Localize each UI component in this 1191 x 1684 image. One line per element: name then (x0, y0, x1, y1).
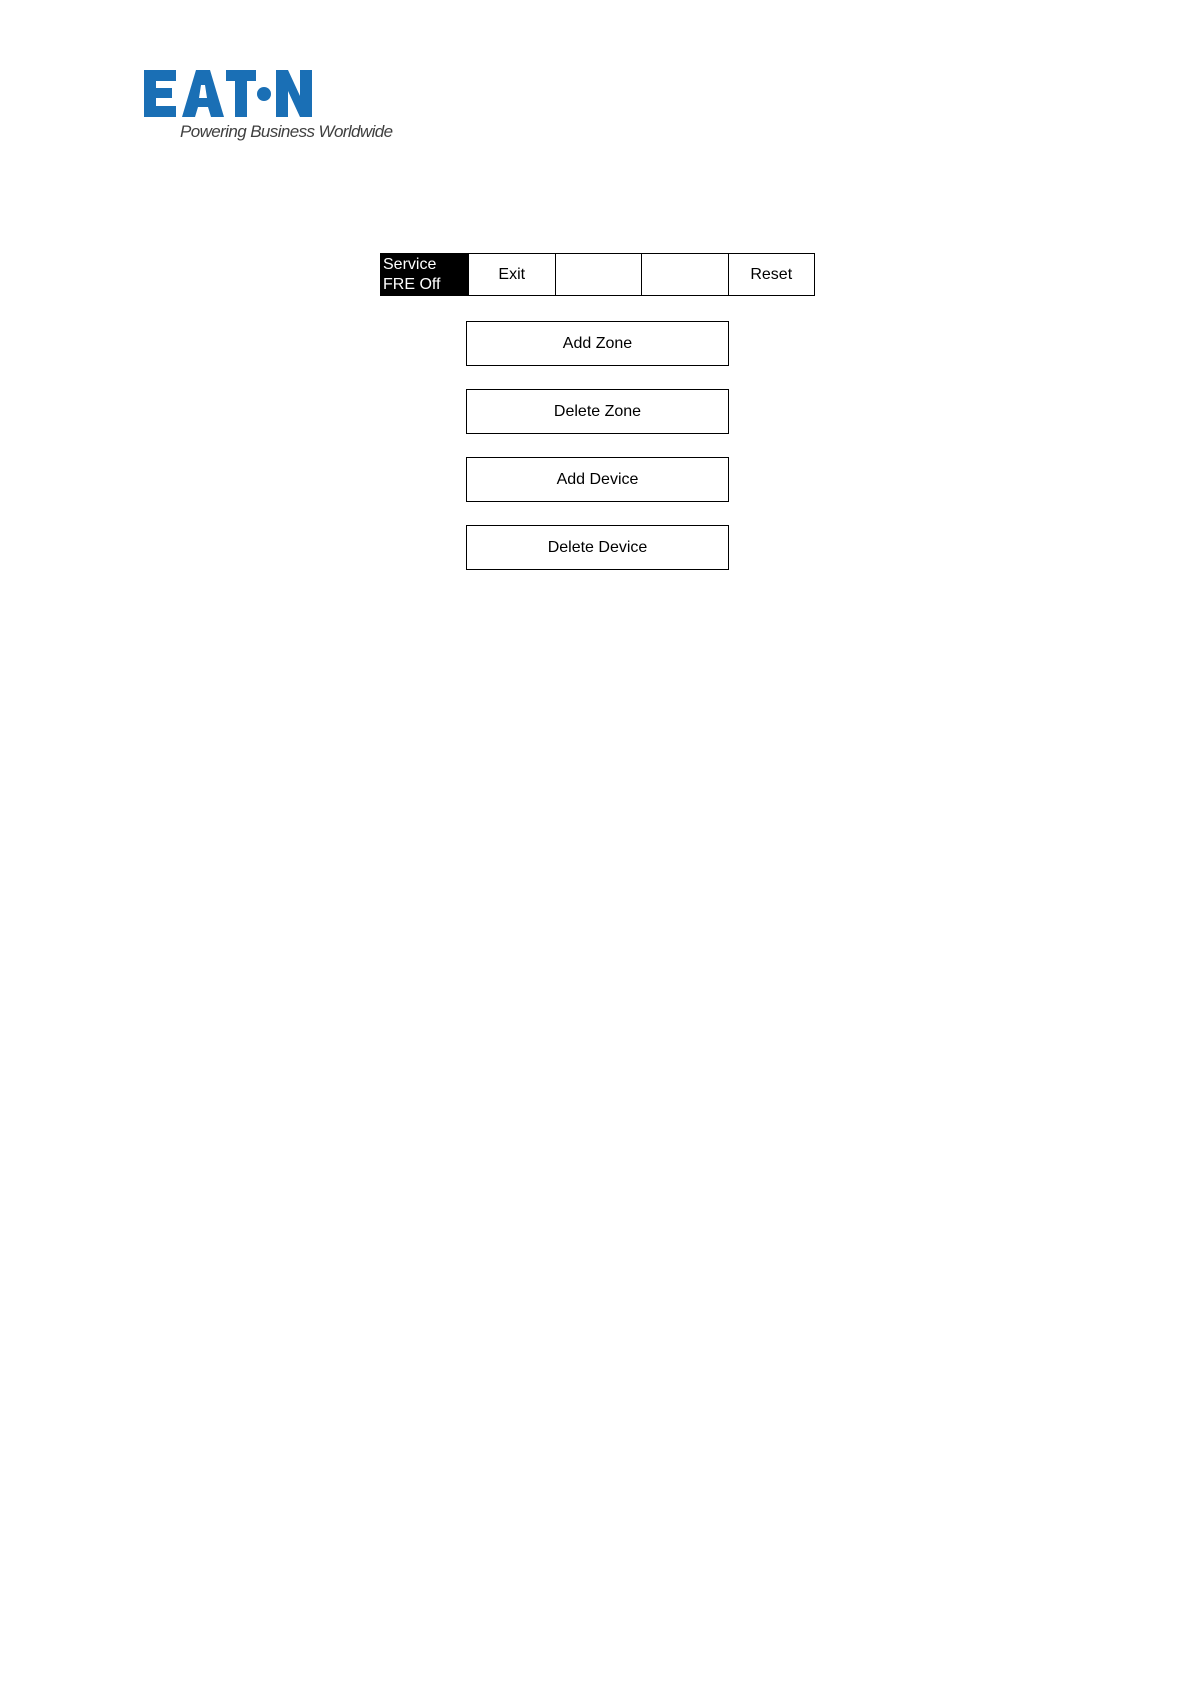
delete-zone-button[interactable]: Delete Zone (466, 389, 729, 434)
status-line-service: Service (383, 256, 437, 273)
softkey-bar (380, 253, 815, 296)
add-zone-button[interactable]: Add Zone (466, 321, 729, 366)
status-line-fre: FRE Off (383, 276, 441, 293)
reset-softkey[interactable]: Reset (728, 254, 815, 295)
eaton-wordmark-icon (144, 70, 314, 120)
delete-device-button[interactable]: Delete Device (466, 525, 729, 570)
blank-softkey-2[interactable] (641, 254, 728, 295)
zone-device-menu (466, 321, 729, 593)
add-device-button[interactable]: Add Device (466, 457, 729, 502)
exit-softkey[interactable]: Exit (468, 254, 555, 295)
blank-softkey-1[interactable] (555, 254, 642, 295)
logo-tagline: Powering Business Worldwide (180, 122, 393, 141)
status-indicator (381, 254, 468, 295)
